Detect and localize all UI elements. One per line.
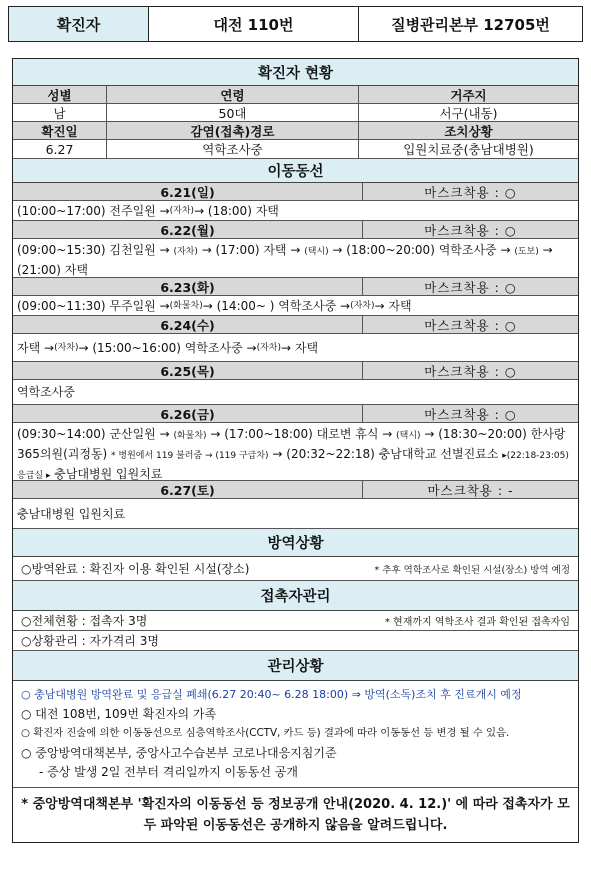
age-header: 연령 [107,86,359,103]
day-row [13,362,578,380]
mask-status: 마스크착용 : ○ [363,405,578,422]
quarantine-note: * 추후 역학조사로 확인된 시설(장소) 방역 예정 [374,564,570,576]
confirm-date-header: 확진일 [13,122,107,139]
status-title: 확진자 현황 [13,59,578,86]
day-date: 6.24(수) [13,316,363,333]
management-item: ○ 대전 108번, 109번 확진자의 가족 [21,706,217,721]
management-item: - 증상 발생 2일 전부터 격리일까지 이동동선 공개 [39,765,298,779]
management-item: ○ 확진자 진술에 의한 이동동선으로 심층역학조사(CCTV, 카드 등) 결과에 따라 이동동선 등 변경 될 수 있음. [21,727,510,739]
age-value: 50대 [107,104,359,121]
action-value: 입원치료중(충남대병원) [403,142,534,157]
status-value-row-1 [13,104,578,122]
status-header-row-2 [13,122,578,140]
status-value-row-2 [13,140,578,159]
sex-header: 성별 [13,86,107,103]
case-number: 대전 110번 [149,7,359,41]
mask-status: 마스크착용 : ○ [363,278,578,295]
quarantine-row [13,557,578,581]
day-route: 충남대병원 입원치료 [13,499,578,529]
contacts-row-1 [13,611,578,631]
report-table [12,58,579,843]
mask-status: 마스크착용 : ○ [363,362,578,379]
day-row [13,221,578,239]
day-route: 자택 → (자차) → (15:00~16:00) 역학조사중 → (자차) → 자택 [13,334,578,362]
kdca-number: 질병관리본부 12705번 [391,15,550,34]
mask-status: 마스크착용 : ○ [363,183,578,200]
notice-text: * 중앙방역대책본부 '확진자의 이동동선 등 정보공개 안내(2020. 4. 12.)' 에 따라 접촉자가 모두 파악된 이동동선은 공개하지 않음을 알려드립니다. [21,796,570,833]
movement-title: 이동동선 [13,159,578,183]
day-route: (10:00~17:00) 전주일원 → (자차) → (18:00) 자택 [13,201,578,221]
management-item: ○ 중앙방역대책본부, 중앙사고수습본부 코로나대응지침기준 [21,745,337,760]
day-route: (09:30~14:00) 군산일원 → (화물차) → (17:00~18:00) 대로변 휴식 → (택시) → (18:30~20:00) 한사랑 365의원(괴정동) * 병원에서 119 불러줌 → (119 구급차) → (20:32~22:18) 충남대학교 선별진료소 ▸(22:18-23:05)응급실 ▸ 충남대병원 입원치료 [13,423,578,481]
residence-value: 서구(내동) [439,105,498,121]
sex-value: 남 [13,104,107,121]
day-date: 6.25(목) [13,362,363,379]
day-row [13,278,578,296]
residence-header: 거주지 [450,87,487,103]
contacts-quarantine: ○상황관리 : 자가격리 3명 [21,634,159,648]
day-route: (09:00~11:30) 무주일원 → (화물차) → (14:00~ ) 역학조사중 → (자차) → 자택 [13,296,578,316]
case-header [8,6,583,42]
contacts-note: * 현재까지 역학조사 결과 확인된 접촉자임 [384,617,570,628]
day-route: 역학조사중 [13,380,578,405]
management-title: 관리상황 [13,651,578,681]
management-item: ○ 충남대병원 방역완료 및 응급실 폐쇄(6.27 20:40~ 6.28 18:00) ⇒ 방역(소독)조치 후 진료개시 예정 [21,688,522,701]
day-row [13,316,578,334]
day-date: 6.21(일) [13,183,363,200]
status-header-row-1 [13,86,578,104]
infection-route-header: 감염(접촉)경로 [107,122,359,139]
confirm-date-value: 6.27 [13,140,107,158]
quarantine-title: 방역상황 [13,529,578,557]
day-date: 6.23(화) [13,278,363,295]
day-date: 6.26(금) [13,405,363,422]
mask-status: 마스크착용 : ○ [363,221,578,238]
day-row [13,481,578,499]
action-header: 조치상황 [444,123,493,139]
day-date: 6.22(월) [13,221,363,238]
infection-route-value: 역학조사중 [107,140,359,158]
day-date: 6.27(토) [13,481,363,498]
contacts-row-2 [13,631,578,651]
mask-status: 마스크착용 : - [363,481,578,498]
day-route: (09:00~15:30) 김천일원 → (자차) → (17:00) 자택 → (택시) → (18:00~20:00) 역학조사중 → (도보) → (21:00) 자택 [13,239,578,278]
case-label: 확진자 [9,7,149,41]
contacts-total: ○전체현황 : 접촉자 3명 [21,614,148,628]
management-list [13,681,578,788]
contacts-title: 접촉자관리 [13,581,578,611]
mask-status: 마스크착용 : ○ [363,316,578,333]
day-row [13,183,578,201]
quarantine-text: ○방역완료 : 확진자 이용 확인된 시설(장소) [21,562,250,576]
day-row [13,405,578,423]
